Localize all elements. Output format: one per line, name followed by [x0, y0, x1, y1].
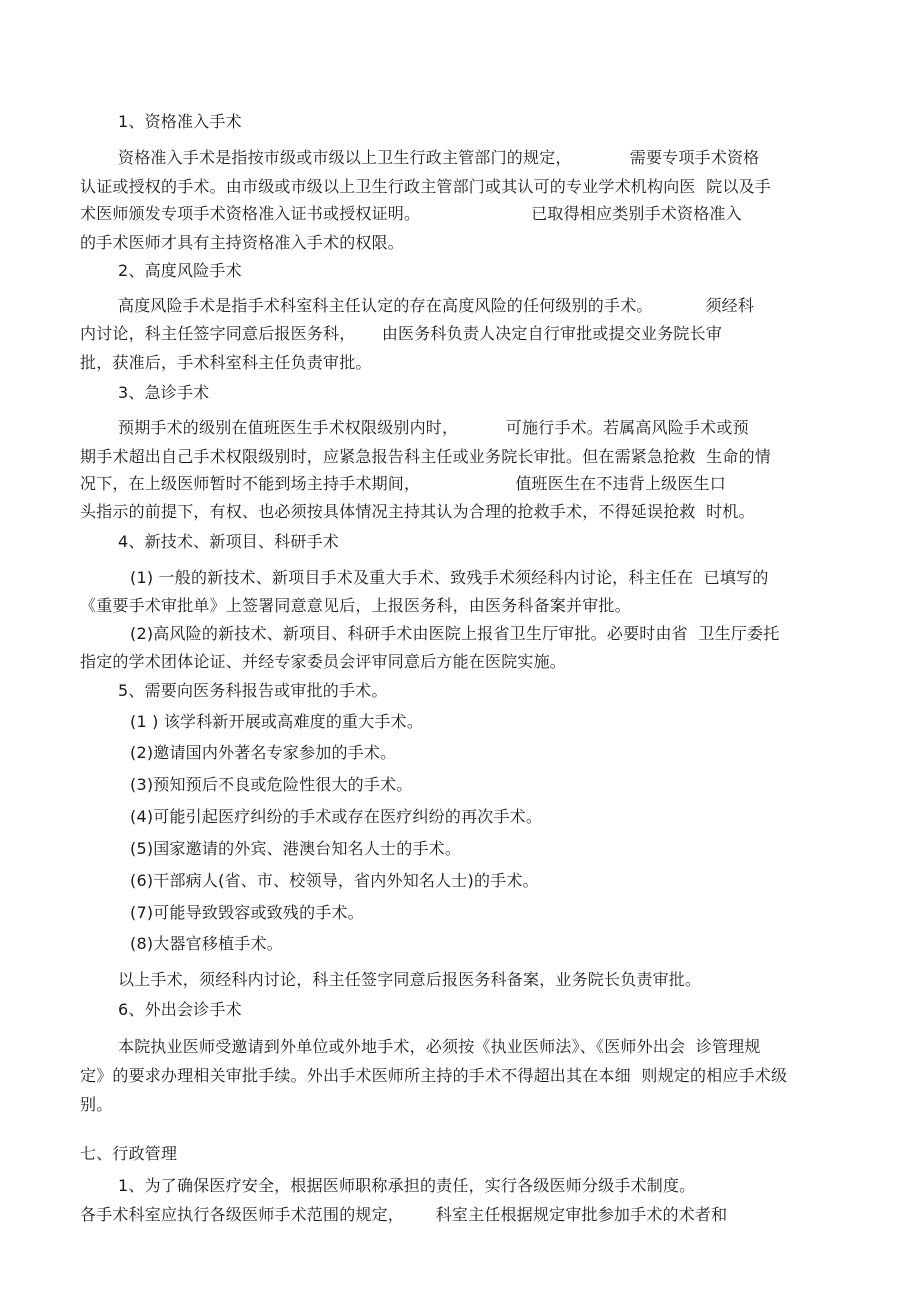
paragraph-line: 别。 — [80, 1095, 113, 1114]
section-heading: 5、需要向医务科报告或审批的手术。 — [118, 681, 388, 700]
list-item: (3)预知预后不良或危险性很大的手术。 — [130, 775, 413, 794]
list-item: (6)干部病人(省、市、校领导，省内外知名人士)的手术。 — [130, 871, 539, 890]
paragraph-line: (2)高风险的新技术、新项目、科研手术由医院上报省卫生厅审批。必要时由省 卫生厅委托 — [130, 624, 780, 643]
paragraph-line: 头指示的前提下，有权、也必须按具体情况主持其认为合理的抢救手术，不得延误抢救 时机。 — [80, 502, 755, 521]
paragraph-line: 各手术科室应执行各级医师手术范围的规定， 科室主任根据规定审批参加手术的术者和 — [80, 1205, 728, 1224]
paragraph-line: 资格准入手术是指按市级或市级以上卫生行政主管部门的规定， 需要专项手术资格 — [118, 148, 760, 167]
paragraph-line: 期手术超出自己手术权限级别时，应紧急报告科主任或业务院长审批。但在需紧急抢救 生命的情 — [80, 447, 771, 466]
list-item: (4)可能引起医疗纠纷的手术或存在医疗纠纷的再次手术。 — [130, 807, 543, 826]
paragraph-line: 高度风险手术是指手术科室科主任认定的存在高度风险的任何级别的手术。 须经科 — [118, 296, 755, 315]
paragraph-line: 以上手术，须经科内讨论，科主任签字同意后报医务科备案，业务院长负责审批。 — [118, 970, 702, 989]
paragraph-line: 况下，在上级医师暂时不能到场主持手术期间， 值班医生在不违背上级医生口 — [80, 474, 726, 493]
list-item: (8)大器官移植手术。 — [130, 934, 283, 953]
list-item: (1 ) 该学科新开展或高难度的重大手术。 — [130, 712, 424, 731]
paragraph-line: (1) 一般的新技术、新项目手术及重大手术、致残手术须经科内讨论，科主任在 已填写的 — [130, 568, 769, 587]
paragraph-line: 本院执业医师受邀请到外单位或外地手术，必须按《执业医师法》、《医师外出会 诊管理规 — [118, 1037, 761, 1056]
section-heading: 6、外出会诊手术 — [118, 1000, 242, 1019]
paragraph-line: 《重要手术审批单》上签署同意意见后，上报医务科，由医务科备案并审批。 — [80, 596, 631, 615]
list-item: (7)可能导致毁容或致残的手术。 — [130, 903, 364, 922]
chapter-heading: 七、行政管理 — [80, 1144, 178, 1163]
paragraph-line: 定》的要求办理相关审批手续。外出手术医师所主持的手术不得超出其在本细 则规定的相应手术级 — [80, 1066, 788, 1085]
list-item: (5)国家邀请的外宾、港澳台知名人士的手术。 — [130, 839, 462, 858]
section-heading: 1、资格准入手术 — [118, 112, 242, 131]
paragraph-line: 认证或授权的手术。由市级或市级以上卫生行政主管部门或其认可的专业学术机构向医 院以及手 — [80, 177, 771, 196]
section-heading: 2、高度风险手术 — [118, 261, 242, 280]
paragraph-line: 1、为了确保医疗安全，根据医师职称承担的责任，实行各级医师分级手术制度。 — [118, 1176, 696, 1195]
paragraph-line: 内讨论，科主任签字同意后报医务科， 由医务科负责人决定自行审批或提交业务院长审 — [80, 324, 723, 343]
paragraph-line: 指定的学术团体论证、并经专家委员会评审同意后方能在医院实施。 — [80, 652, 567, 671]
section-heading: 3、急诊手术 — [118, 383, 210, 402]
paragraph-line: 术医师颁发专项手术资格准入证书或授权证明。 已取得相应类别手术资格准入 — [80, 204, 742, 223]
paragraph-line: 的手术医师才具有主持资格准入手术的权限。 — [80, 233, 405, 252]
section-heading: 4、新技术、新项目、科研手术 — [118, 532, 339, 551]
paragraph-line: 批，获准后，手术科室科主任负责审批。 — [80, 353, 372, 372]
list-item: (2)邀请国内外著名专家参加的手术。 — [130, 743, 397, 762]
paragraph-line: 预期手术的级别在值班医生手术权限级别内时， 可施行手术。若属高风险手术或预 — [118, 418, 749, 437]
